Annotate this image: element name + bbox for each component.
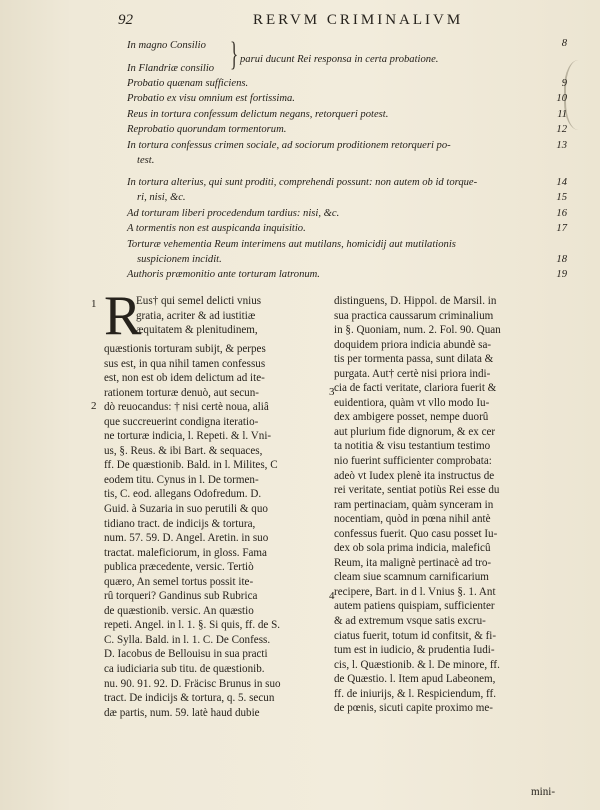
entry-number: 17 (556, 223, 567, 235)
index-entry-continuation: suspicionem incidit. 18 (127, 252, 569, 267)
text-line: ff. de iniurijs, & l. Respiciendum, ff. (334, 687, 496, 700)
brace-entry (127, 38, 569, 76)
text-line: ciatus fuerit, totum id confitsit, & fi- (334, 629, 497, 642)
entry-number: 12 (556, 124, 567, 136)
text-line: tis, C. eod. allegans Odofredum. D. (104, 488, 262, 501)
page-number: 92 (118, 12, 133, 28)
left-column-lines (104, 342, 326, 720)
summary-index (127, 38, 569, 283)
text-line: ne torturæ indicia, l. Repeti. & l. Vni- (104, 430, 272, 443)
index-entry: Reprobatio quorundam tormentorum. 12 (127, 122, 569, 137)
right-text-column (334, 294, 557, 716)
margin-note: 1 (91, 298, 97, 310)
text-line: recipere, Bart. in d l. Vnius §. 1. Ant (334, 585, 496, 598)
margin-note: 4 (329, 590, 335, 602)
running-head (118, 12, 558, 34)
running-title: RERVM CRIMINALIVM (253, 12, 464, 28)
text-line: cleam siue scamnum carnificarium (334, 571, 489, 584)
text-line: distinguens, D. Hippol. de Marsil. in (334, 295, 497, 307)
text-line: num. 57. 59. D. Angel. Aretin. in suo (104, 532, 269, 545)
entry-number: 19 (556, 269, 567, 281)
entry-number: 8 (561, 38, 567, 49)
margin-note: 3 (329, 386, 335, 398)
text-line: ff. De quæstionib. Bald. in l. Milites, C (104, 459, 278, 472)
text-line: nocentiam, quòd in pœna nihil antè (334, 513, 491, 526)
text-line: D. Iacobus de Bellouisu in sua practi (104, 648, 268, 661)
text-line: que succreuerint condigna iteratio- (104, 415, 259, 428)
text-line: eodem titu. Cynus in l. De tormen- (104, 473, 259, 486)
text-line: publica præcedente, versic. Tertiò (104, 561, 254, 574)
text-line: Guid. à Suzaria in suo perutili & quo (104, 503, 268, 516)
text-line: gratia, acriter & ad iustitiæ (136, 309, 256, 322)
index-entry: Torturæ vehementia Reum interimens aut mutilans, homicidij aut mutilationis (127, 238, 456, 250)
text-line: doquidem priora indicia abundè sa- (334, 338, 492, 351)
text-line: C. Sylla. Bald. in l. 1. C. De Confess. (104, 633, 271, 646)
entry-number: 15 (556, 192, 567, 204)
entry-number: 16 (556, 207, 567, 219)
text-line: ca iudiciaria sub titu. de quæstionib. (104, 663, 265, 676)
text-line: de quæstionib. versic. An quæstio (104, 604, 254, 617)
text-line: Reum, ita malignè pertinacè ad tro- (334, 556, 492, 569)
curly-brace-icon: } (230, 36, 239, 73)
brace-entry-second: In Flandriæ consilio (127, 63, 215, 74)
text-line: Eus† qui semel delicti vnius (136, 295, 262, 307)
text-line: ram pertinaciam, quàm synceram in (334, 498, 494, 511)
text-line: dex ob sola prima indicia, maleficû (334, 542, 491, 555)
text-line: de Quæstio. l. Item apud Labeonem, (334, 673, 496, 686)
text-line: adeò vt Iudex plenè ita instructus de (334, 469, 495, 482)
text-line: tis per tormenta passa, sunt dilata & (334, 353, 494, 366)
index-entry: Ad torturam liberi procedendum tardius: nisi, &c. 16 (127, 206, 569, 221)
text-line: tum est in iudicio, & prudentia Iudi- (334, 644, 495, 657)
text-line: de pœnis, sicuti capite proximo me- (334, 702, 493, 715)
text-line: repeti. Angel. in l. 1. §. Si quis, ff. de S. (104, 619, 281, 632)
text-line: confessus fuerit. Quo casu posset Iu- (334, 527, 498, 540)
entry-number: 14 (556, 176, 567, 188)
index-entry: Authoris præmonitio ante torturam latronum. 19 (127, 267, 569, 282)
text-line: us, §. Reus. & ibi Bart. & sequaces, (104, 444, 263, 457)
text-line: in §. Quoniam, num. 2. Fol. 90. Quan (334, 324, 501, 337)
text-line: autem patiens quispiam, sufficienter (334, 600, 495, 613)
margin-note: 2 (91, 400, 97, 412)
text-line: & ad extremum vsque satis excru- (334, 615, 486, 628)
text-line: rationem torturæ denuò, aut secun- (104, 386, 259, 399)
entry-number: 13 (556, 139, 567, 151)
text-line: quæstionis torturam subijt, & perpes (104, 343, 266, 355)
text-line: rû torqueri? Gandinus sub Rubrica (104, 590, 258, 603)
text-line: ta notitia & visu testantium testimo (334, 440, 491, 453)
index-entry-continuation: test. (137, 154, 155, 166)
text-line: cis, l. Quæstionib. & l. De minore, ff. (334, 658, 500, 671)
dropcap-lines (136, 294, 326, 342)
text-line: dò reuocandus: † nisi certè noua, aliâ (104, 401, 269, 414)
text-line: tidiano tract. de indicijs & tortura, (104, 517, 256, 530)
text-line: purgata. Aut† certè nisi priora indi- (334, 367, 491, 380)
text-line: quæro, An semel tortus possit ite- (104, 575, 254, 588)
index-entry: A tormentis non est auspicanda inquisitio. 17 (127, 221, 569, 236)
text-line: tract. De indicijs & tortura, q. 5. secun (104, 692, 275, 705)
entry-number: 9 (561, 78, 567, 89)
opening-paragraph (104, 285, 326, 347)
text-line: euidentiora, quàm vt vllo modo Iu- (334, 396, 490, 409)
text-line: aut plurium fide dignorum, & ex cer (334, 425, 496, 438)
left-text-column (104, 285, 326, 720)
text-line: sus est, in qua nihil tamen confessus (104, 357, 266, 370)
entry-number: 11 (557, 108, 567, 120)
index-entry: Reus in tortura confessum delictum negans, retorqueri potest. 11 (127, 107, 569, 122)
text-line: nio fuerint sufficienter comprobata: (334, 455, 492, 468)
index-entry: Probatio ex visu omnium est fortissima. 10 (127, 91, 569, 106)
text-line: æquitatem & plenitudinem, (136, 324, 258, 337)
text-line: dex ambigere posset, nempe duorû (334, 411, 489, 424)
drop-capital: R (104, 285, 142, 347)
text-line: tractat. maleficiorum, in gloss. Fama (104, 546, 267, 559)
entry-number: 18 (556, 253, 567, 265)
text-line: sua practica caussarum criminalium (334, 309, 494, 322)
text-line: dæ partis, num. 59. latè haud dubie (104, 706, 260, 719)
index-entry: In tortura alterius, qui sunt proditi, comprehendi possunt: non autem ob id torque- 14 (127, 175, 569, 190)
text-line: est, non est ob idem delictum ad ite- (104, 372, 265, 385)
entry-number: 10 (556, 93, 567, 105)
brace-entry-first: In magno Consilio (127, 40, 206, 51)
index-entry: In tortura confessus crimen sociale, ad sociorum proditionem retorqueri po- 13 (127, 138, 569, 153)
catchword: mini- (531, 786, 556, 798)
text-line: nu. 90. 91. 92. D. Fräcisc Brunus in suo (104, 677, 281, 690)
index-entry-continuation: ri, nisi, &c. 15 (127, 190, 569, 205)
index-entry: Probatio quænam sufficiens. 9 (127, 76, 569, 91)
text-line: cia de facti veritate, clariora fuerit & (334, 382, 497, 395)
text-line: rei veritate, sentiat potiùs Rei esse du (334, 484, 500, 497)
brace-entry-shared: parui ducunt Rei responsa in certa probatione. (240, 54, 439, 65)
